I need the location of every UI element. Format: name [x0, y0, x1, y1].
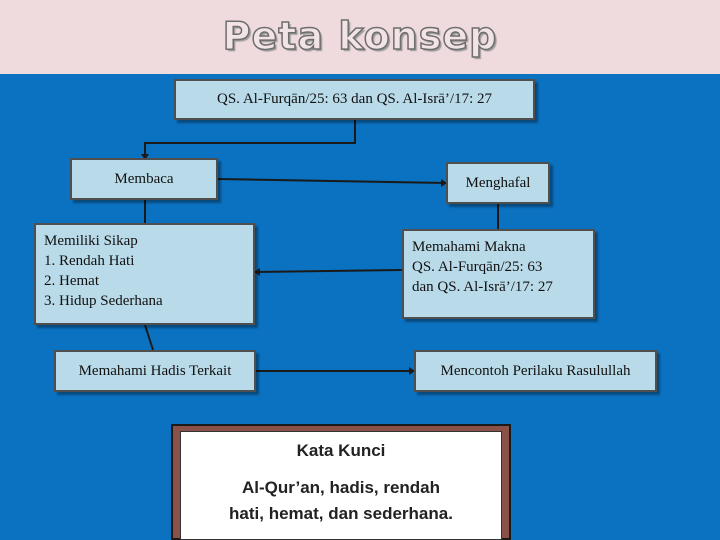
connector-sikap-hadis [145, 325, 153, 350]
page-title: Peta konsep [222, 14, 498, 58]
node-mencontoh: Mencontoh Perilaku Rasulullah [414, 350, 657, 392]
node-root: QS. Al-Furqān/25: 63 dan QS. Al-Isrā’/17: 27 [174, 79, 535, 120]
sikap-line: Memiliki Sikap [44, 233, 138, 249]
node-membaca: Membaca [70, 158, 218, 200]
node-hadis: Memahami Hadis Terkait [54, 350, 256, 392]
makna-line: dan QS. Al-Isrā’/17: 27 [412, 279, 553, 295]
node-sikap [34, 223, 255, 325]
kata-kunci-panel [180, 431, 502, 540]
sikap-line: 1. Rendah Hati [44, 253, 135, 269]
connector-membaca-menghafal [218, 179, 446, 183]
makna-line: Memahami Makna [412, 239, 526, 255]
connector-root-membaca [145, 120, 355, 158]
sikap-line: 3. Hidup Sederhana [44, 293, 163, 309]
sikap-line: 2. Hemat [44, 273, 99, 289]
node-menghafal: Menghafal [446, 162, 550, 204]
kata-kunci-line: hati, hemat, dan sederhana. [229, 504, 453, 523]
kata-kunci-line: Al-Qur’an, hadis, rendah [241, 478, 441, 497]
connector-makna-sikap [255, 270, 402, 272]
kata-kunci-title: Kata Kunci [296, 441, 386, 460]
node-makna [402, 229, 595, 319]
makna-line: QS. Al-Furqān/25: 63 [412, 259, 543, 275]
